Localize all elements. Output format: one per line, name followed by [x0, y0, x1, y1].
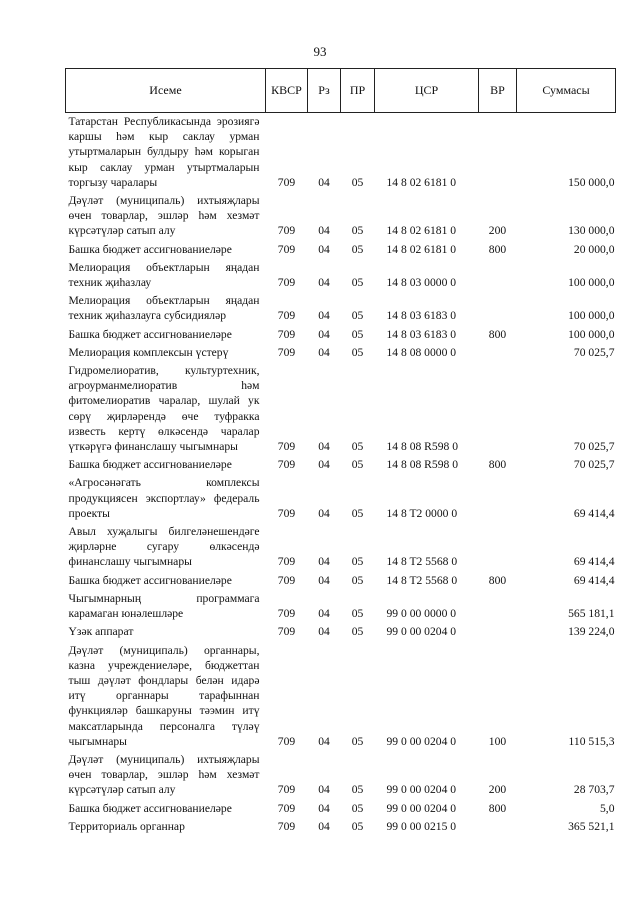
cell-pr: 05: [351, 345, 364, 359]
cell-sum: 5,0: [600, 801, 615, 815]
table-row: [66, 456, 616, 474]
cell-pr: 05: [351, 819, 364, 833]
cell-sum: 20 000,0: [573, 242, 615, 256]
table-row: [66, 572, 616, 590]
cell-sum: 365 521,1: [568, 819, 615, 833]
cell-pr: 05: [351, 783, 364, 797]
cell-rz: 04: [318, 309, 330, 323]
cell-kvsr: 709: [277, 819, 296, 833]
cell-kvsr: 709: [277, 327, 296, 341]
cell-sum: 110 515,3: [568, 734, 615, 748]
header-rz: Рз: [308, 69, 341, 113]
cell-name: Мелиорация объектларын яңадан техник җиһазлауга субсидияләр: [68, 294, 260, 323]
cell-rz: 04: [318, 224, 330, 238]
header-sum: Суммасы: [517, 69, 616, 113]
cell-name: Башка бюджет ассигнованиеләре: [68, 573, 232, 587]
table-row: [66, 474, 616, 523]
cell-kvsr: 709: [277, 309, 296, 323]
cell-sum: 100 000,0: [568, 327, 615, 341]
cell-sum: 69 414,4: [573, 573, 615, 587]
table-row: [66, 642, 616, 751]
budget-table: [65, 68, 616, 836]
cell-vr: [479, 523, 517, 572]
cell-vr: 800: [488, 801, 507, 815]
cell-rz: 04: [318, 276, 330, 290]
cell-sum: 69 414,4: [573, 506, 615, 520]
header-name: Исеме: [66, 69, 266, 113]
cell-name: Башка бюджет ассигнованиеләре: [68, 801, 232, 815]
cell-name: Чыгымнарның программага карамаган юнәлешләре: [68, 591, 260, 621]
cell-vr: [479, 344, 517, 362]
cell-csr: 14 8 03 6183 0: [386, 327, 457, 341]
cell-name: Мелиорация объектларын яңадан техник җиһазлау: [68, 260, 260, 290]
cell-csr: 99 0 00 0215 0: [386, 819, 457, 833]
header-kvsr: КВСР: [266, 69, 308, 113]
cell-csr: 14 8 02 6181 0: [386, 175, 457, 189]
cell-rz: 04: [318, 458, 330, 472]
cell-csr: 99 0 00 0204 0: [386, 801, 457, 815]
cell-pr: 05: [351, 242, 364, 256]
cell-kvsr: 709: [277, 625, 296, 639]
table-row: [66, 623, 616, 641]
cell-pr: 05: [351, 309, 364, 323]
cell-vr: [479, 113, 517, 193]
cell-vr: 200: [488, 224, 507, 238]
cell-kvsr: 709: [277, 783, 296, 797]
cell-kvsr: 709: [277, 801, 296, 815]
cell-rz: 04: [318, 242, 330, 256]
cell-pr: 05: [351, 555, 364, 569]
cell-csr: 14 8 T2 5568 0: [386, 555, 458, 569]
cell-csr: 99 0 00 0204 0: [386, 783, 457, 797]
cell-pr: 05: [351, 458, 364, 472]
table-row: [66, 113, 616, 193]
cell-csr: 99 0 00 0000 0: [386, 607, 457, 621]
cell-kvsr: 709: [277, 506, 296, 520]
table-row: [66, 362, 616, 456]
cell-rz: 04: [318, 625, 330, 639]
table-row: [66, 590, 616, 623]
header-vr: ВР: [479, 69, 517, 113]
cell-sum: 150 000,0: [568, 175, 615, 189]
cell-vr: 800: [488, 573, 507, 587]
cell-pr: 05: [351, 276, 364, 290]
cell-rz: 04: [318, 555, 330, 569]
cell-vr: [479, 292, 517, 325]
cell-rz: 04: [318, 819, 330, 833]
cell-csr: 14 8 08 0000 0: [386, 345, 457, 359]
cell-pr: 05: [351, 607, 364, 621]
cell-csr: 14 8 T2 5568 0: [386, 573, 458, 587]
cell-name: Дәүләт (муниципаль) ихтыяҗлары өчен товарлар, эшләр һәм хезмәт күрсәтүләр сатып алу: [68, 752, 260, 797]
cell-name: «Агросәнәгать комплексы продукциясен экспортлау» федераль проекты: [68, 476, 260, 520]
cell-vr: [479, 590, 517, 623]
cell-vr: [479, 623, 517, 641]
table-row: [66, 523, 616, 572]
table-row: [66, 292, 616, 325]
cell-kvsr: 709: [277, 458, 296, 472]
cell-kvsr: 709: [277, 573, 296, 587]
cell-rz: 04: [318, 175, 330, 189]
cell-name: Территориаль органнар: [68, 819, 185, 833]
cell-sum: 130 000,0: [568, 224, 615, 238]
cell-pr: 05: [351, 734, 364, 748]
cell-name: Гидромелиоратив, культуртехник, агроурманмелиоратив һәм фитомелиоратив чаралар, шулай ук сөрү җирләрендә өче туфракка известь кертү өлкәсендә чаралар үткәрүгә финанслашу чыгымнары: [68, 364, 260, 454]
header-csr: ЦСР: [375, 69, 479, 113]
cell-kvsr: 709: [277, 242, 296, 256]
cell-name: Башка бюджет ассигнованиеләре: [68, 458, 232, 472]
cell-kvsr: 709: [277, 345, 296, 359]
table-header: [66, 69, 616, 113]
cell-name: Башка бюджет ассигнованиеләре: [68, 327, 232, 341]
cell-kvsr: 709: [277, 440, 296, 454]
cell-vr: [479, 818, 517, 836]
header-pr: ПР: [341, 69, 375, 113]
cell-vr: 800: [488, 458, 507, 472]
cell-rz: 04: [318, 607, 330, 621]
cell-sum: 69 414,4: [573, 555, 615, 569]
table-row: [66, 241, 616, 259]
table-row: [66, 259, 616, 292]
cell-csr: 99 0 00 0204 0: [386, 734, 457, 748]
cell-kvsr: 709: [277, 607, 296, 621]
cell-rz: 04: [318, 801, 330, 815]
cell-pr: 05: [351, 573, 364, 587]
cell-csr: 99 0 00 0204 0: [386, 625, 457, 639]
cell-csr: 14 8 02 6181 0: [386, 242, 457, 256]
cell-sum: 565 181,1: [568, 607, 615, 621]
cell-vr: 200: [488, 783, 507, 797]
cell-sum: 100 000,0: [568, 276, 615, 290]
table-body: [66, 113, 616, 836]
cell-pr: 05: [351, 327, 364, 341]
cell-csr: 14 8 T2 0000 0: [386, 506, 458, 520]
table-row: [66, 818, 616, 836]
cell-rz: 04: [318, 734, 330, 748]
cell-csr: 14 8 03 0000 0: [386, 276, 457, 290]
cell-name: Дәүләт (муниципаль) ихтыяҗлары өчен товарлар, эшләр һәм хезмәт күрсәтүләр сатып алу: [68, 194, 260, 238]
cell-rz: 04: [318, 345, 330, 359]
cell-kvsr: 709: [277, 175, 296, 189]
cell-csr: 14 8 08 R598 0: [386, 458, 458, 472]
cell-vr: 800: [488, 327, 507, 341]
cell-sum: 139 224,0: [568, 625, 615, 639]
cell-sum: 70 025,7: [573, 440, 615, 454]
cell-name: Мелиорация комплексын үстерү: [68, 345, 229, 359]
cell-pr: 05: [351, 175, 364, 189]
cell-name: Авыл хуҗалыгы билгеләнешендәге җирләрне сугару өлкәсендә финанслашу чыгымнары: [68, 525, 260, 569]
cell-csr: 14 8 08 R598 0: [386, 440, 458, 454]
table-row: [66, 344, 616, 362]
cell-vr: [479, 474, 517, 523]
cell-kvsr: 709: [277, 224, 296, 238]
cell-pr: 05: [351, 224, 364, 238]
cell-rz: 04: [318, 327, 330, 341]
cell-rz: 04: [318, 506, 330, 520]
cell-sum: 70 025,7: [573, 345, 615, 359]
cell-rz: 04: [318, 783, 330, 797]
cell-vr: 800: [488, 242, 507, 256]
cell-pr: 05: [351, 506, 364, 520]
table-row: [66, 751, 616, 800]
cell-kvsr: 709: [277, 734, 296, 748]
cell-name: Үзәк аппарат: [68, 625, 134, 639]
cell-pr: 05: [351, 440, 364, 454]
table-row: [66, 326, 616, 344]
cell-vr: [479, 362, 517, 456]
cell-csr: 14 8 02 6181 0: [386, 224, 457, 238]
table-row: [66, 800, 616, 818]
table-row: [66, 192, 616, 241]
cell-vr: [479, 259, 517, 292]
page-number: 93: [313, 44, 327, 59]
cell-name: Дәүләт (муниципаль) органнары, казна учреждениеләре, бюджеттан тыш дәүләт фондлары белән идарә итү органнары тарафыннан функцияләр башкаруны тәэмин итү максатларында персоналга түләү чыгымнары: [68, 643, 260, 748]
cell-pr: 05: [351, 801, 364, 815]
cell-csr: 14 8 03 6183 0: [386, 309, 457, 323]
cell-sum: 28 703,7: [573, 783, 615, 797]
cell-name: Татарстан Республикасында эрозиягә каршы һәм кыр саклау урман утыртмаларын булдыру һәм корыган кыр саклау урман утыртмаларын торгызу чаралары: [68, 115, 260, 189]
cell-kvsr: 709: [277, 555, 296, 569]
cell-sum: 70 025,7: [573, 458, 615, 472]
cell-kvsr: 709: [277, 276, 296, 290]
cell-vr: 100: [488, 734, 507, 748]
cell-name: Башка бюджет ассигнованиеләре: [68, 242, 232, 256]
cell-sum: 100 000,0: [568, 309, 615, 323]
cell-rz: 04: [318, 440, 330, 454]
cell-pr: 05: [351, 625, 364, 639]
cell-rz: 04: [318, 573, 330, 587]
